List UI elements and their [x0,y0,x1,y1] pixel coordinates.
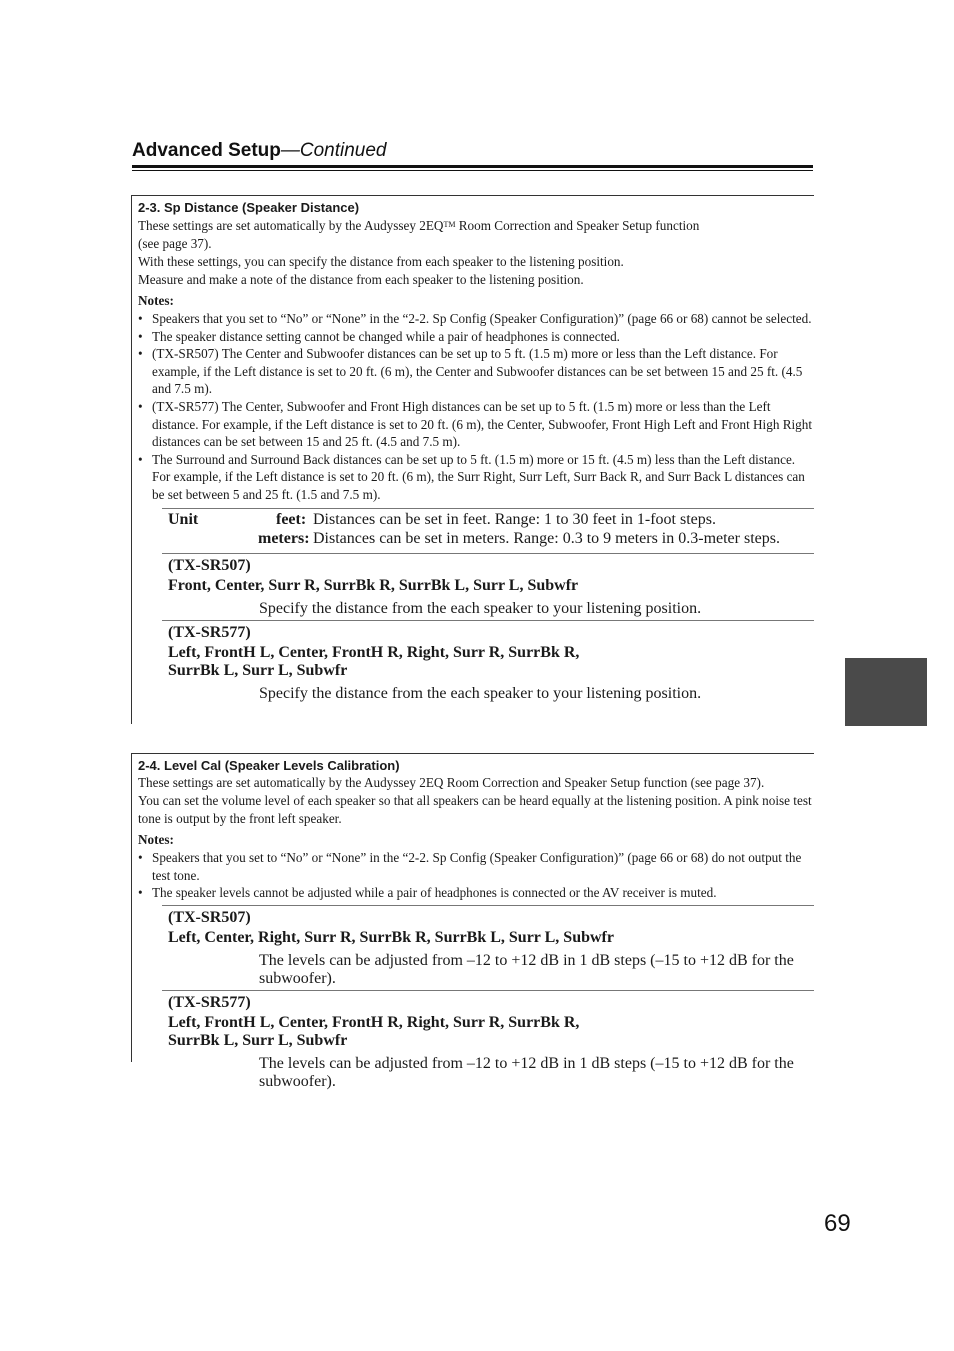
note-item: • The speaker distance setting cannot be changed while a pair of headphones is connected. [138,328,814,346]
speaker-list [162,1011,814,1050]
chapter-tab [845,658,927,726]
speaker-list-line: SurrBk L, Surr L, Subwfr [168,661,348,679]
note-item: • Speakers that you set to “No” or “None” in the “2-2. Sp Config (Speaker Configuration)” (page 66 or 68) cannot be selected. [138,310,814,328]
intro-see-page: (see page 37). [138,236,212,251]
model-name: (TX-SR507) [168,556,251,574]
setting-description: The levels can be adjusted from –12 to +12 dB in 1 dB steps (–15 to +12 dB for the subwoofer). [259,1054,794,1090]
section-sp-distance [131,195,814,724]
speaker-list [162,641,814,680]
model-row-tx-sr577 [162,620,814,705]
note-item: • Speakers that you set to “No” or “None” in the “2-2. Sp Config (Speaker Configuration)” (page 66 or 68) do not output the test tone. [138,849,814,884]
model-name: (TX-SR507) [168,908,251,926]
settings-table [162,508,814,705]
feet-description: Distances can be set in feet. Range: 1 to 30 feet in 1-foot steps. [313,510,716,528]
header-rule-thin [132,170,813,171]
notes-label: Notes: [138,832,174,847]
speaker-list-line: SurrBk L, Surr L, Subwfr [168,1031,348,1049]
trademark-mark: TM [443,220,456,229]
speaker-list-line: Left, FrontH L, Center, FrontH R, Right, Surr R, SurrBk R, [168,1013,580,1031]
setting-description: Specify the distance from the each speaker to your listening position. [259,684,702,702]
page-header-title [132,140,387,162]
note-item: • (TX-SR507) The Center and Subwoofer distances can be set up to 5 ft. (1.5 m) more or less than the Left distance. For example, if the Left distance is set to 20 ft. (6 m), the Center and Subwoofer distances can be set between 15 and 25 ft. (4.5 and 7.5 m). [138,345,814,398]
meters-label: meters: [258,529,310,547]
setting-description: The levels can be adjusted from –12 to +12 dB in 1 dB steps (–15 to +12 dB for the subwoofer). [259,951,794,987]
header-title-text: Advanced Setup [132,140,281,161]
model-row-tx-sr577 [162,990,814,1093]
paragraph: With these settings, you can specify the distance from each speaker to the listening position. [138,254,624,269]
notes-list [138,849,814,902]
note-item: • The Surround and Surround Back distances can be set up to 5 ft. (1.5 m) more or 15 ft. (4.5 m) less than the Left distance. For example, if the Left distance is set to 20 ft. (6 m), the Surr Right, Surr Left, Surr Back R, and Surr Back L distances can be set between 5 and 25 ft. (1.5 and 7.5 m). [138,451,814,504]
speaker-list: Left, Center, Right, Surr R, SurrBk R, SurrBk L, Surr L, Subwfr [168,928,614,946]
meters-description: Distances can be set in meters. Range: 0.3 to 9 meters in 0.3-meter steps. [313,529,780,547]
notes-label: Notes: [138,293,174,308]
settings-table [162,905,814,1093]
intro-text: These settings are set automatically by the Audyssey 2EQ [138,218,444,233]
feet-label: feet: [276,510,307,528]
section-title: 2-4. Level Cal (Speaker Levels Calibration) [138,758,400,773]
unit-label: Unit [168,510,199,528]
model-row-tx-sr507 [162,553,814,620]
section-level-cal [131,753,814,1090]
model-name: (TX-SR577) [168,623,251,641]
note-item: • The speaker levels cannot be adjusted while a pair of headphones is connected or the AV receiver is muted. [138,884,814,902]
paragraph: Measure and make a note of the distance from each speaker to the listening position. [138,272,584,287]
section-title: 2-3. Sp Distance (Speaker Distance) [138,200,360,215]
paragraph: These settings are set automatically by the Audyssey 2EQ Room Correction and Speaker Setup function (see page 37). [138,775,765,790]
speaker-list: Front, Center, Surr R, SurrBk R, SurrBk L, Surr L, Subwfr [168,576,579,594]
model-name: (TX-SR577) [168,993,251,1011]
speaker-list-line: Left, FrontH L, Center, FrontH R, Right, Surr R, SurrBk R, [168,643,580,661]
header-rule-thick [132,165,813,168]
intro-paragraph [138,216,814,253]
intro-text-rest: Room Correction and Speaker Setup function [455,218,700,233]
header-continued: —Continued [280,140,387,161]
notes-list [138,310,814,504]
note-item: • (TX-SR577) The Center, Subwoofer and Front High distances can be set up to 5 ft. (1.5 m) more or less than the Left distance. For example, if the Left distance is set to 20 ft. (6 m), the Center, Subwoofer, Front High Left and Front High Right distances can be set between 15 and 25 ft. (4.5 and 7.5 m). [138,398,814,451]
model-row-tx-sr507 [162,905,814,990]
paragraph: You can set the volume level of each speaker so that all speakers can be heard equally at the listening position. A pink noise test tone is output by the front left speaker. [138,793,812,826]
unit-row [162,508,814,553]
setting-description: Specify the distance from the each speaker to your listening position. [259,599,702,617]
page-number: 69 [824,1210,851,1237]
